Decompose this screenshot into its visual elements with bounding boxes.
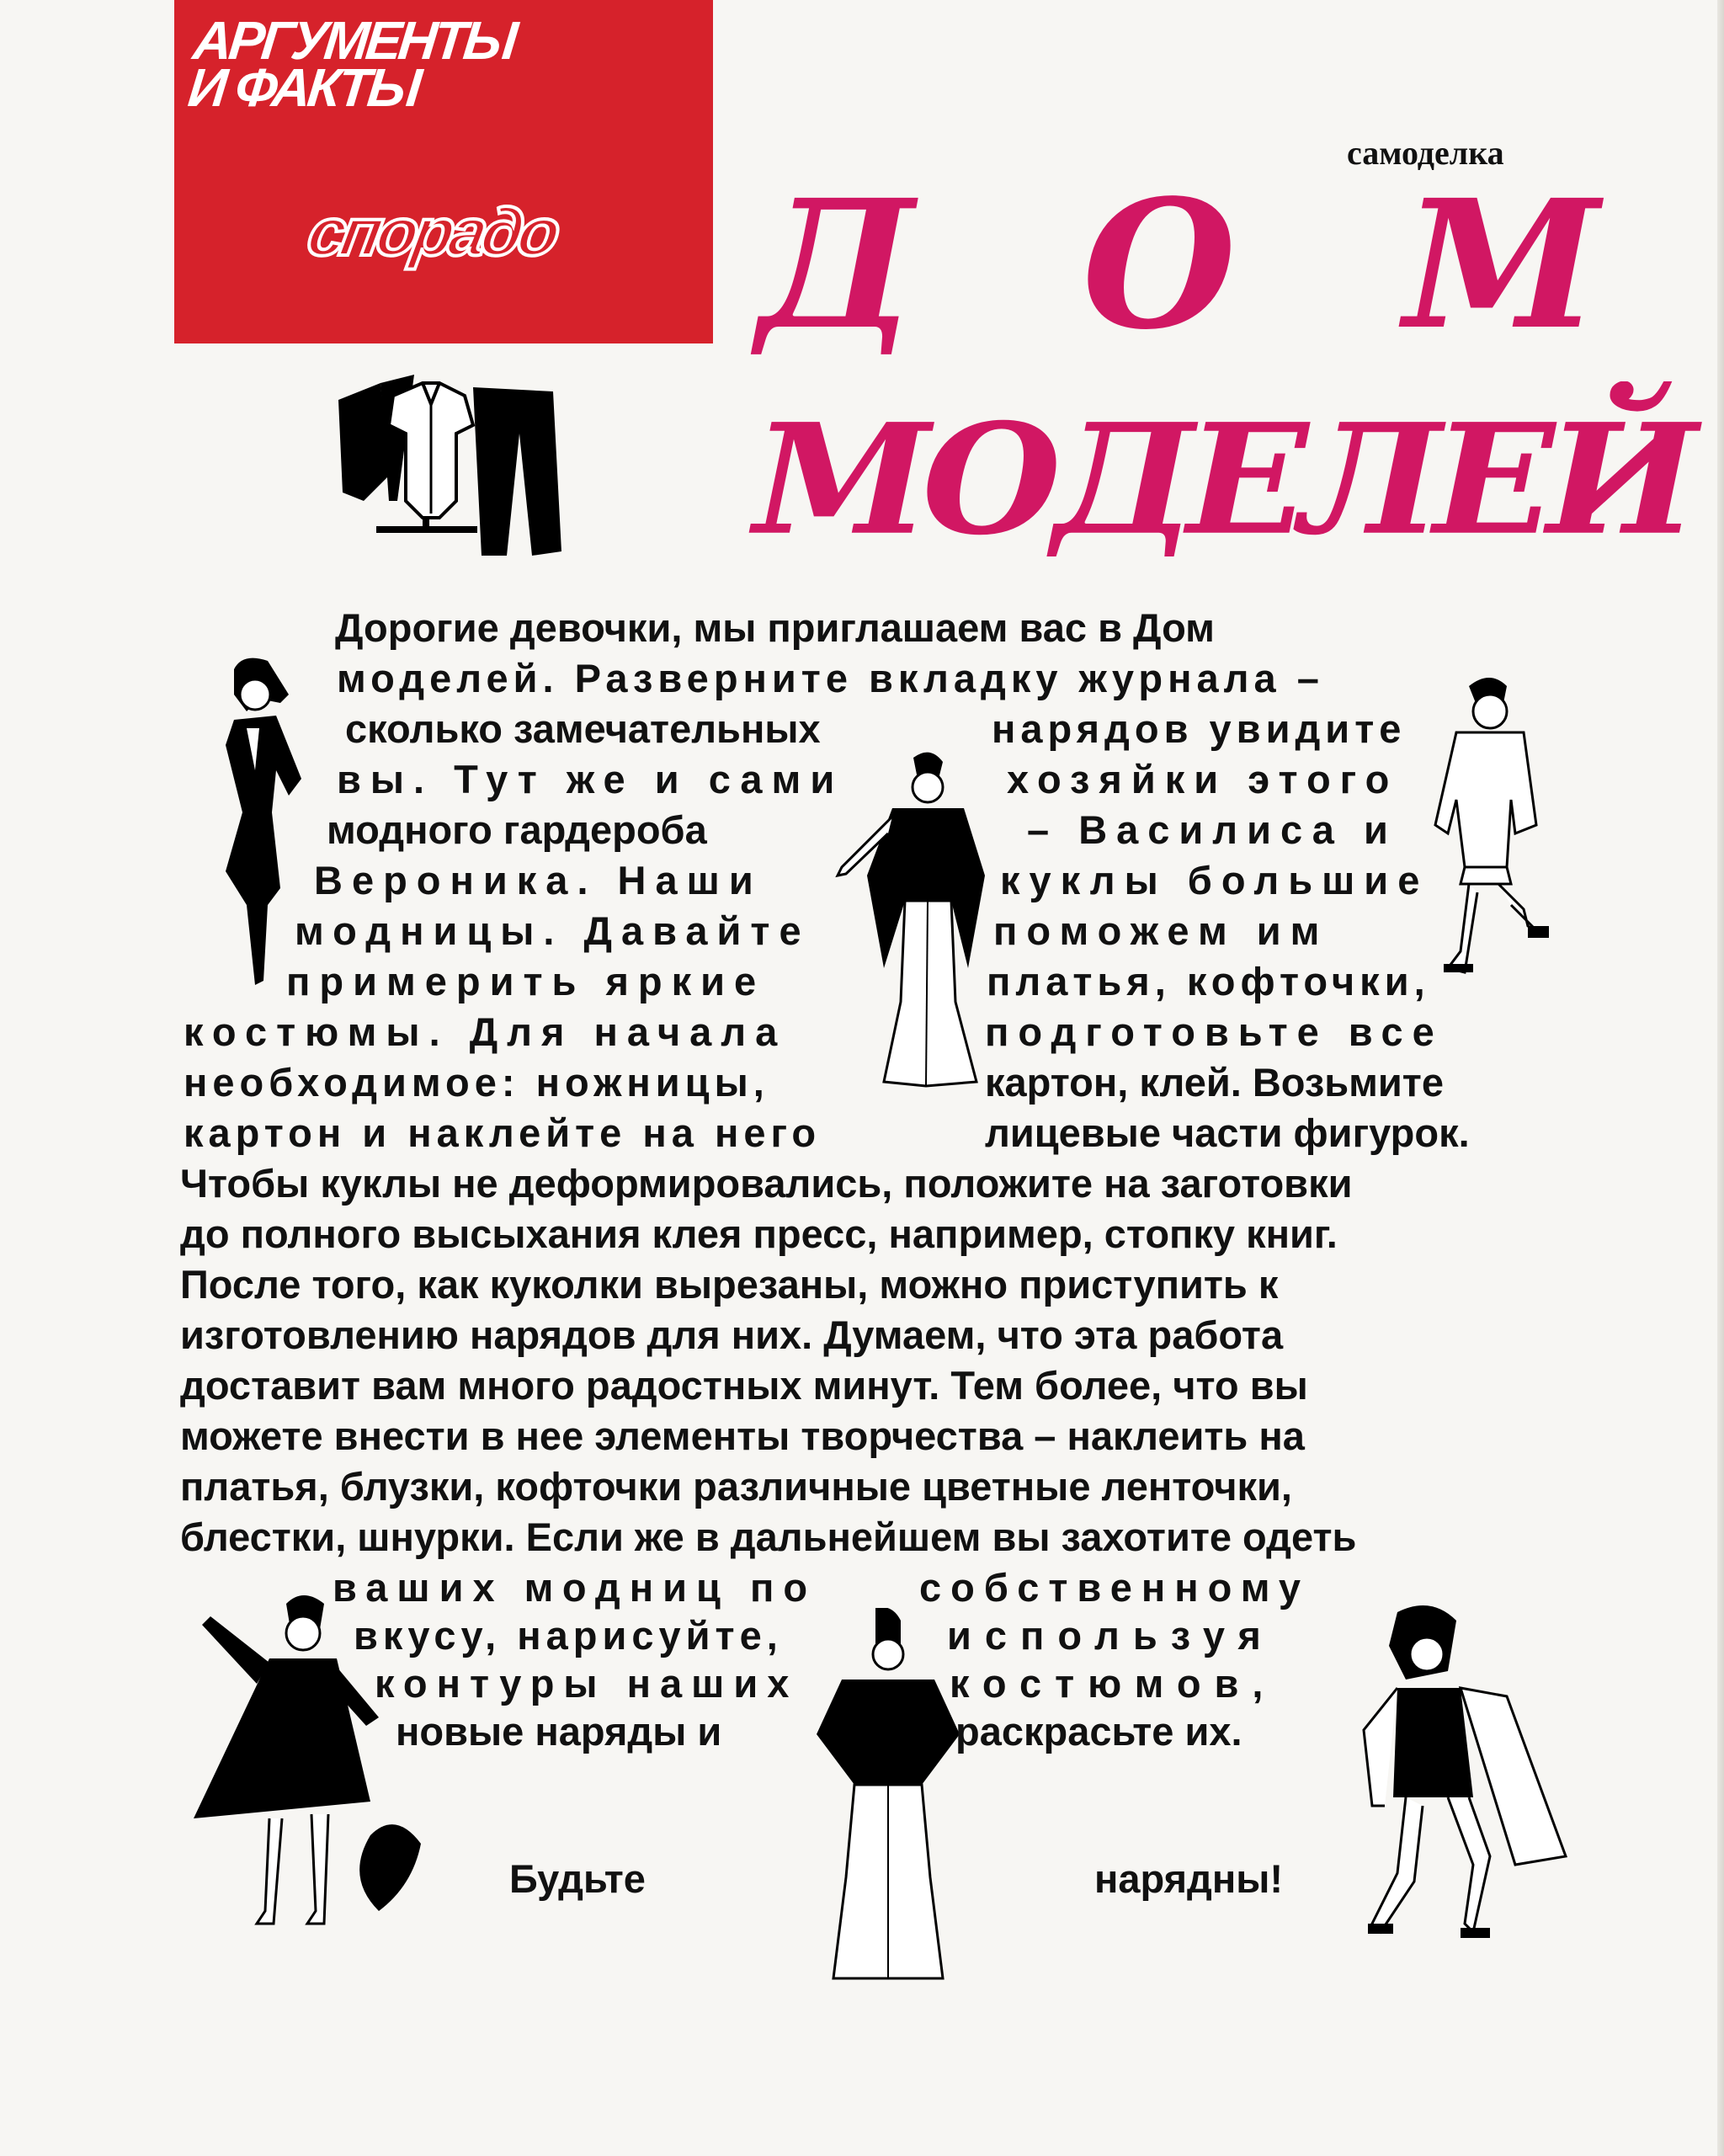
body-line: до полного высыхания клея пресс, например, стопку книг. xyxy=(180,1211,1338,1256)
logo-sub: спорадо xyxy=(302,194,561,269)
column-left-text: картон и наклейте на него xyxy=(184,1110,822,1155)
body-line: блестки, шнурки. Если же в дальнейшем вы захотите одеть xyxy=(180,1515,1357,1559)
body-line: можете внести в нее элементы творчества – наклеить на xyxy=(180,1413,1305,1458)
title-word-1 xyxy=(758,161,1599,369)
column-right-text: используя xyxy=(947,1613,1274,1658)
column-left-text: костюмы. Для начала xyxy=(184,1009,787,1054)
intro-line: Дорогие девочки, мы приглашаем вас в Дом xyxy=(335,605,1215,650)
logo-line-2: И ФАКТЫ xyxy=(185,57,422,118)
page-edge xyxy=(1717,0,1724,2156)
body-line: доставит вам много радостных минут. Тем более, что вы xyxy=(180,1363,1308,1408)
column-left-text: модницы. Давайте xyxy=(295,908,811,953)
column-right-text: раскрасьте их. xyxy=(955,1709,1242,1754)
column-right-text: нарядов увидите xyxy=(992,706,1407,751)
fashion-girl-icon xyxy=(1347,1604,1574,1966)
body-line: платья, блузки, кофточки различные цветные ленточки, xyxy=(180,1464,1292,1509)
title-letter: О xyxy=(1082,161,1237,369)
column-left-text: ваших модниц по xyxy=(333,1565,817,1610)
column-left-text: новые наряды и xyxy=(396,1709,722,1754)
body-line: После того, как куколки вырезаны, можно приступить к xyxy=(180,1262,1279,1307)
column-right-text: поможем им xyxy=(993,908,1329,953)
column-left-text: примерить яркие xyxy=(286,959,766,1003)
column-right-text: куклы большие xyxy=(1000,858,1429,902)
column-right-text: – Василиса и xyxy=(1027,807,1397,852)
closing-right: нарядны! xyxy=(1094,1856,1284,1901)
rubric-label: самоделка xyxy=(1347,134,1504,172)
fashion-girl-icon xyxy=(804,1608,972,1995)
closing-left: Будьте xyxy=(509,1856,646,1901)
column-left-text: сколько замечательных xyxy=(345,706,821,751)
column-right-text: собственному xyxy=(919,1565,1310,1610)
column-right-text: платья, кофточки, xyxy=(987,959,1430,1003)
column-right-text: картон, клей. Возьмите xyxy=(985,1060,1444,1105)
column-left-text: вы. Тут же и сами xyxy=(337,757,844,801)
column-left-text: Вероника. Наши xyxy=(314,858,763,902)
clothes-on-stand-icon xyxy=(330,375,566,568)
logo-wordmark xyxy=(185,10,518,118)
title-letter: М xyxy=(1403,161,1599,369)
fashion-girl-icon xyxy=(1431,673,1566,1002)
title-letter: Д xyxy=(758,161,915,369)
logo-line-1: АРГУМЕНТЫ xyxy=(190,10,518,71)
column-left-text: контуры наших xyxy=(375,1661,799,1706)
column-right-text: подготовьте все xyxy=(985,1009,1444,1054)
column-right-text: хозяйки этого xyxy=(1007,757,1399,801)
body-line: Чтобы куклы не деформировались, положите на заготовки xyxy=(180,1161,1353,1206)
column-left-text: вкусу, нарисуйте, xyxy=(354,1613,783,1658)
body-line: изготовлению нарядов для них. Думаем, что эта работа xyxy=(180,1312,1284,1357)
publisher-logo xyxy=(174,0,713,343)
column-right-text: лицевые части фигурок. xyxy=(985,1110,1470,1155)
title-word-2: МОДЕЛЕЙ xyxy=(753,390,1689,569)
intro-line: моделей. Разверните вкладку журнала – xyxy=(337,656,1324,700)
column-right-text: костюмов, xyxy=(950,1661,1277,1706)
column-left-text: необходимое: ножницы, xyxy=(184,1060,769,1105)
column-left-text: модного гардероба xyxy=(327,807,707,852)
